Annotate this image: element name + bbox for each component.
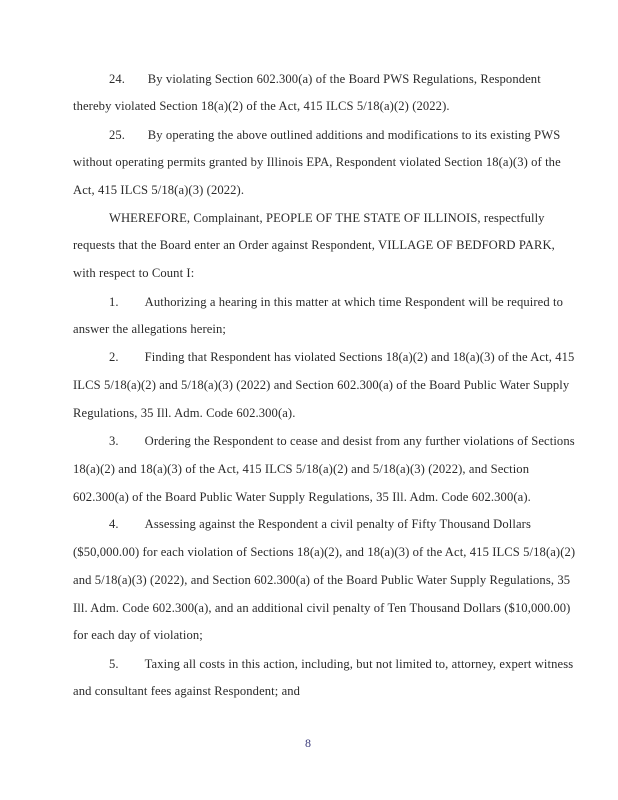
paragraph-24-line-1: 24. By violating Section 602.300(a) of the Board PWS Regulations, Respondent — [109, 72, 541, 86]
paragraph-25-line-3: Act, 415 ILCS 5/18(a)(3) (2022). — [73, 183, 245, 197]
item-4-line-4: Ill. Adm. Code 602.300(a), and an additional civil penalty of Ten Thousand Dollars ($10,000.00) — [73, 601, 571, 615]
wherefore-line-3: with respect to Count I: — [73, 266, 195, 280]
paragraph-25-line-2: without operating permits granted by Illinois EPA, Respondent violated Section 18(a)(3) of the — [73, 155, 561, 169]
item-4-line-3: and 5/18(a)(3) (2022), and Section 602.300(a) of the Board Public Water Supply Regulations, 35 — [73, 573, 571, 587]
item-2-line-3: Regulations, 35 Ill. Adm. Code 602.300(a). — [73, 406, 296, 420]
item-3-line-3: 602.300(a) of the Board Public Water Supply Regulations, 35 Ill. Adm. Code 602.300(a). — [73, 490, 531, 504]
wherefore-line-1: WHEREFORE, Complainant, PEOPLE OF THE STATE OF ILLINOIS, respectfully — [109, 211, 545, 225]
item-5-line-1: 5. Taxing all costs in this action, including, but not limited to, attorney, expert witness — [109, 657, 574, 671]
item-4-line-1: 4. Assessing against the Respondent a civil penalty of Fifty Thousand Dollars — [109, 517, 531, 531]
item-4-line-5: for each day of violation; — [73, 628, 203, 642]
item-3-line-2: 18(a)(2) and 18(a)(3) of the Act, 415 ILCS 5/18(a)(2) and 5/18(a)(3) (2022), and Section — [73, 462, 530, 476]
item-1-line-1: 1. Authorizing a hearing in this matter at which time Respondent will be required to — [109, 295, 563, 309]
item-2-line-2: ILCS 5/18(a)(2) and 5/18(a)(3) (2022) and Section 602.300(a) of the Board Public Water Supply — [73, 378, 570, 392]
paragraph-25-line-1: 25. By operating the above outlined additions and modifications to its existing PWS — [109, 128, 561, 142]
item-4-line-2: ($50,000.00) for each violation of Sections 18(a)(2), and 18(a)(3) of the Act, 415 ILCS 5/18(a)(2) — [73, 545, 576, 559]
item-5-line-2: and consultant fees against Respondent; and — [73, 684, 301, 698]
wherefore-line-2: requests that the Board enter an Order against Respondent, VILLAGE OF BEDFORD PARK, — [73, 238, 555, 252]
page-number: 8 — [305, 736, 312, 750]
paragraph-24-line-2: thereby violated Section 18(a)(2) of the Act, 415 ILCS 5/18(a)(2) (2022). — [73, 99, 450, 113]
item-3-line-1: 3. Ordering the Respondent to cease and desist from any further violations of Sections — [109, 434, 575, 448]
item-1-line-2: answer the allegations herein; — [73, 322, 227, 336]
item-2-line-1: 2. Finding that Respondent has violated Sections 18(a)(2) and 18(a)(3) of the Act, 415 — [109, 350, 575, 364]
